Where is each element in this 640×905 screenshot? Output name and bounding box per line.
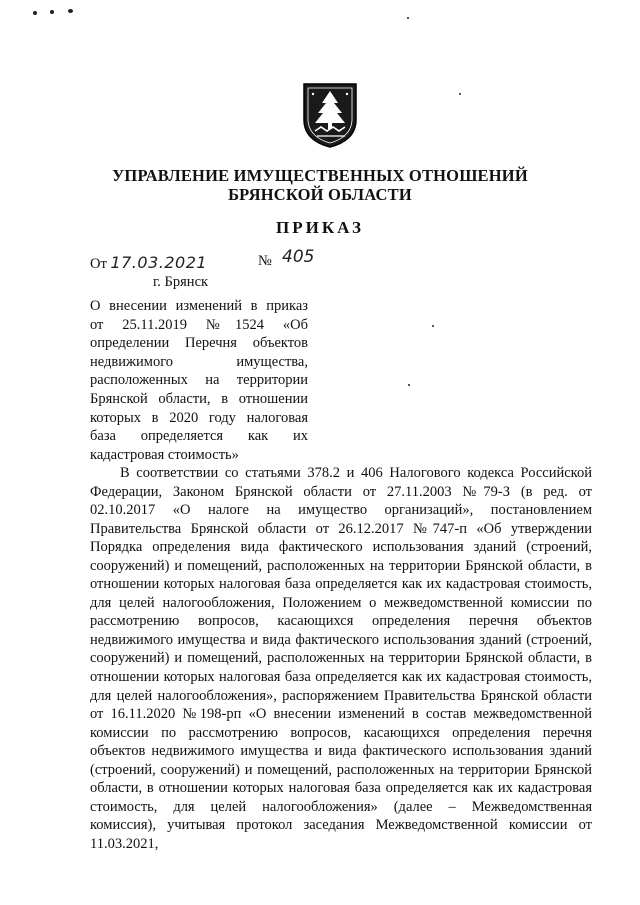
subject-line: от 25.11.2019 №1524 «Об xyxy=(90,316,308,333)
organization-name-line1: УПРАВЛЕНИЕ ИМУЩЕСТВЕННЫХ ОТНОШЕНИЙ xyxy=(112,166,528,185)
body-line: стоимость, для целей налогообложения» (далее – Межведомственная xyxy=(90,798,592,815)
body-line: для целей налогообложения», распоряжением Правительства Брянской области xyxy=(90,687,592,704)
body-line: области, в отношении которых налоговая база определяется как их кадастровая xyxy=(90,780,592,797)
body-line: отношении которых налоговая база определяется как их кадастровая стоимость, xyxy=(90,669,592,686)
document-type-title: ПРИКАЗ xyxy=(276,218,364,237)
date-prefix: От xyxy=(90,256,107,272)
body-line: Порядка определения вида фактического использования зданий (строений, xyxy=(90,539,592,556)
scan-speck xyxy=(408,384,410,386)
body-line: для целей налогообложения, Положением о межведомственной комиссии по xyxy=(90,594,592,611)
scan-speck xyxy=(459,93,461,95)
organization-name-line2: БРЯНСКОЙ ОБЛАСТИ xyxy=(228,185,412,204)
scan-speck xyxy=(50,10,54,14)
handwritten-order-number: 405 xyxy=(282,247,315,267)
subject-line: О внесении изменений в приказ xyxy=(90,298,308,314)
body-line: рассмотрению вопросов, касающихся определения перечня объектов xyxy=(90,613,592,630)
scan-speck xyxy=(432,325,434,327)
body-line: объектов недвижимого имущества и вида фактического использования зданий xyxy=(90,743,592,760)
body-line: комиссия), учитывая протокол заседания Межведомственной комиссии от xyxy=(90,817,592,834)
handwritten-date: 17.03.2021 xyxy=(110,253,208,272)
body-line: Правительства Брянской области от 26.12.2017 №747-п «Об утверждении xyxy=(90,520,592,537)
body-line: сооружений) и помещений, расположенных на территории Брянской области, в xyxy=(90,650,592,667)
body-line: от 16.11.2020 №198-рп «О внесении изменений в состав межведомственной xyxy=(90,706,592,723)
subject-line: Брянской области, в отношении xyxy=(90,390,308,407)
subject-line: расположенных на территории xyxy=(90,372,308,389)
order-preamble xyxy=(90,464,592,853)
bryansk-coat-of-arms-icon xyxy=(301,82,359,148)
scan-speck xyxy=(33,11,37,15)
subject-line: кадастровая стоимость» xyxy=(90,446,239,463)
body-line: Федерации, Законом Брянской области от 27.11.2003 №79-З (в ред. от xyxy=(90,483,592,500)
subject-line: определении Перечня объектов xyxy=(90,335,308,352)
body-line: комиссии по рассмотрению вопросов, касающихся определения перечня xyxy=(90,724,592,741)
subject-line: которых в 2020 году налоговая xyxy=(90,409,308,426)
city-name: г. Брянск xyxy=(153,274,209,290)
number-label: № xyxy=(258,253,272,269)
body-line: (строений, сооружений) и помещений, расположенных на территории Брянской xyxy=(90,761,592,778)
body-line: недвижимого имущества и вида фактического использования зданий (строений, xyxy=(90,631,592,648)
body-line: 02.10.2017 «О налоге на имущество организаций», постановлением xyxy=(90,502,592,519)
scan-speck xyxy=(68,9,73,13)
subject-line: база определяется как их xyxy=(90,428,308,445)
order-subject xyxy=(90,297,308,464)
subject-line: недвижимого имущества, xyxy=(90,353,308,370)
body-line: 11.03.2021, xyxy=(90,835,159,852)
scan-speck xyxy=(407,17,409,19)
body-line: В соответствии со статьями 378.2 и 406 Налогового кодекса Российской xyxy=(120,465,592,481)
body-line: отношении которых налоговая база определяется как их кадастровая стоимость, xyxy=(90,576,592,593)
order-date xyxy=(90,253,207,273)
body-line: сооружений) и помещений, расположенных на территории Брянской области, в xyxy=(90,557,592,574)
